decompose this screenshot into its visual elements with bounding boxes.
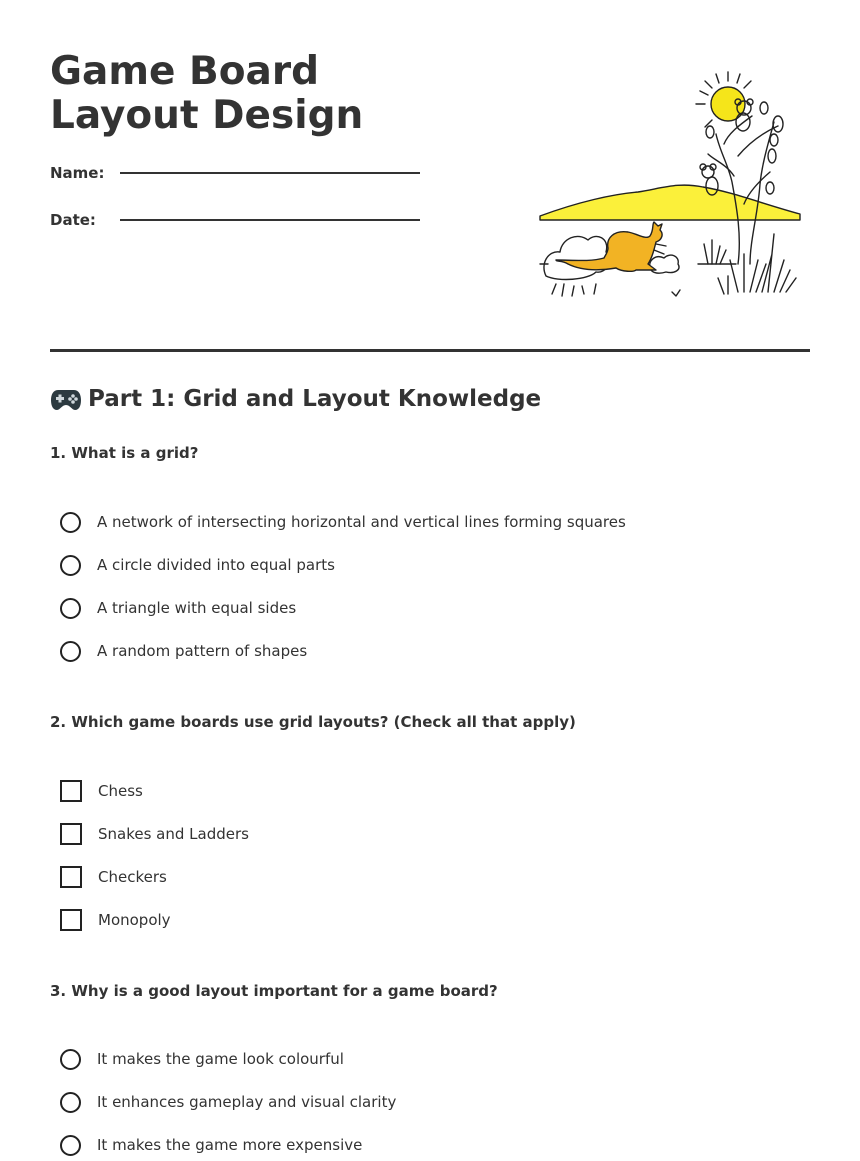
option-label: It enhances gameplay and visual clarity: [97, 1093, 397, 1111]
option-label: A triangle with equal sides: [97, 599, 297, 617]
radio-button[interactable]: [60, 1049, 81, 1070]
date-field[interactable]: [120, 219, 420, 221]
name-field[interactable]: [120, 172, 420, 174]
section-heading: [50, 386, 541, 412]
q2-option-checkers[interactable]: [60, 864, 167, 890]
option-label: A network of intersecting horizontal and vertical lines forming squares: [97, 513, 626, 531]
option-label: Chess: [98, 782, 143, 800]
radio-button[interactable]: [60, 641, 81, 662]
name-label: Name:: [50, 164, 105, 182]
checkbox[interactable]: [60, 823, 82, 845]
radio-button[interactable]: [60, 555, 81, 576]
page-title: Game Board Layout Design: [50, 49, 364, 138]
q2-option-chess[interactable]: [60, 778, 143, 804]
checkbox[interactable]: [60, 866, 82, 888]
radio-button[interactable]: [60, 512, 81, 533]
q1-option-d[interactable]: [60, 638, 307, 664]
section-title: Part 1: Grid and Layout Knowledge: [88, 386, 542, 412]
hill-shape: [540, 185, 800, 220]
option-label: A random pattern of shapes: [97, 642, 308, 660]
radio-button[interactable]: [60, 1135, 81, 1156]
question-3-text: 3. Why is a good layout important for a game board?: [50, 982, 498, 1000]
checkbox[interactable]: [60, 780, 82, 802]
option-label: It makes the game more expensive: [97, 1136, 363, 1154]
option-label: Monopoly: [98, 911, 171, 929]
outback-scene-illustration: [538, 64, 804, 302]
game-controller-icon: [50, 386, 82, 412]
question-2-text: 2. Which game boards use grid layouts? (Check all that apply): [50, 713, 576, 731]
sun-icon: [696, 72, 751, 127]
q3-option-a[interactable]: [60, 1046, 344, 1072]
question-1-text: 1. What is a grid?: [50, 444, 199, 462]
q3-option-c[interactable]: [60, 1132, 362, 1158]
q2-option-monopoly[interactable]: [60, 907, 171, 933]
q1-option-c[interactable]: [60, 595, 296, 621]
q1-option-a[interactable]: [60, 509, 626, 535]
option-label: It makes the game look colourful: [97, 1050, 344, 1068]
q2-option-snakes-and-ladders[interactable]: [60, 821, 249, 847]
checkbox[interactable]: [60, 909, 82, 931]
option-label: A circle divided into equal parts: [97, 556, 335, 574]
section-divider: [50, 349, 810, 352]
option-label: Snakes and Ladders: [98, 825, 249, 843]
option-label: Checkers: [98, 868, 167, 886]
date-label: Date:: [50, 211, 96, 229]
q3-option-b[interactable]: [60, 1089, 396, 1115]
radio-button[interactable]: [60, 1092, 81, 1113]
radio-button[interactable]: [60, 598, 81, 619]
q1-option-b[interactable]: [60, 552, 335, 578]
